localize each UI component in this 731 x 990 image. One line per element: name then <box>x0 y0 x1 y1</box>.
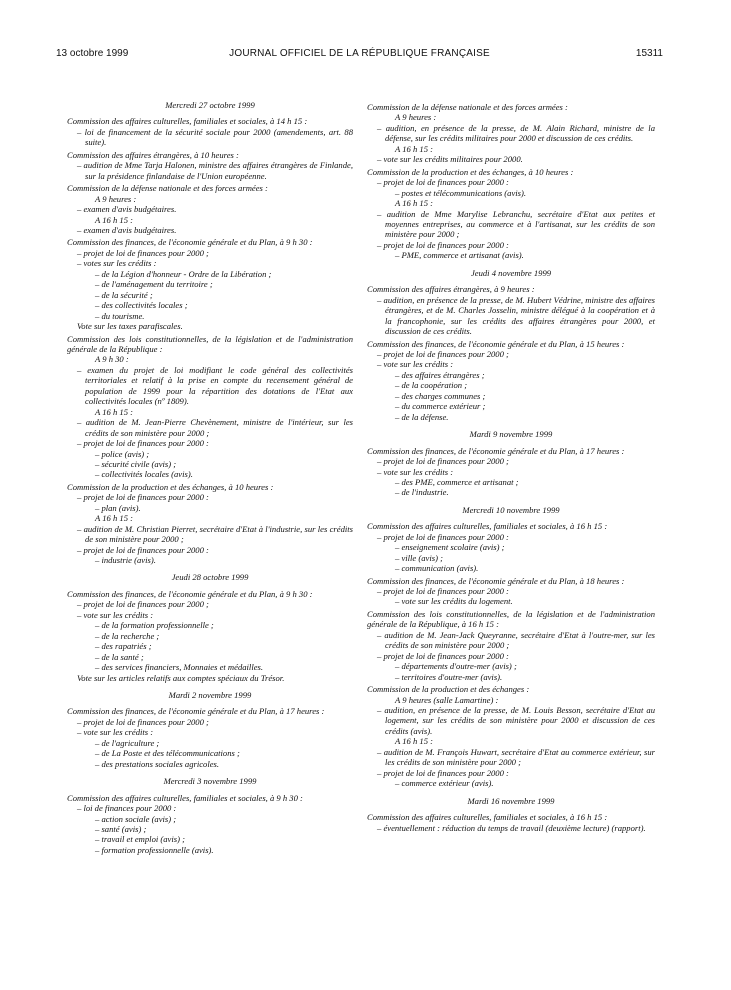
header-date: 13 octobre 1999 <box>56 48 129 59</box>
note-line: Vote sur les articles relatifs aux comptes spéciaux du Trésor. <box>77 672 285 683</box>
agenda-item: – projet de loi de finances pour 2000 : <box>77 544 209 555</box>
agenda-item: – vote sur les crédits militaires pour 2000. <box>377 154 523 165</box>
committee-heading: Commission des affaires culturelles, familiales et sociales, à 16 h 15 : <box>367 521 608 532</box>
committee-heading: Commission de la défense nationale et des forces armées : <box>367 102 568 112</box>
agenda-subitem: – de la sécurité ; <box>95 289 153 300</box>
time-label: A 16 h 15 : <box>395 198 434 209</box>
agenda-item: – audition de Mme Tarja Halonen, ministre des affaires étrangères de Finlande, sur la présidence finlandaise de l'Union européenne. <box>77 160 353 181</box>
agenda-item: – projet de loi de finances pour 2000 : <box>377 177 509 188</box>
left-column <box>67 100 353 855</box>
agenda-item: – éventuellement : réduction du temps de travail (deuxième lecture) (rapport). <box>377 822 646 833</box>
agenda-item: – projet de loi de finances pour 2000 : <box>377 650 509 661</box>
agenda-subitem: – du commerce extérieur ; <box>395 401 486 412</box>
agenda-subitem: – de la Légion d'honneur - Ordre de la Libération ; <box>95 268 272 279</box>
agenda-subitem: – de la santé ; <box>95 651 144 662</box>
spacer <box>367 498 655 505</box>
agenda-item: – projet de loi de finances pour 2000 : <box>77 492 209 503</box>
section-date: Jeudi 4 novembre 1999 <box>470 267 552 278</box>
time-label: A 9 h 30 : <box>95 354 129 365</box>
agenda-item: – audition, en présence de la presse, de M. Alain Richard, ministre de la défense, sur les crédits militaires pour 2000 et discussion de ces crédits. <box>377 122 655 144</box>
agenda-subitem: – des rapatriés ; <box>95 641 152 652</box>
agenda-subitem: – industrie (avis). <box>95 555 156 566</box>
agenda-subitem: – de la défense. <box>395 411 449 422</box>
agenda-subitem: – santé (avis) ; <box>95 824 147 834</box>
agenda-item: – audition de M. François Huwart, secrétaire d'Etat au commerce extérieur, sur les crédits de son ministère pour 2000 ; <box>377 746 655 768</box>
time-label: A 9 heures : <box>95 193 137 204</box>
agenda-item: – examen du projet de loi modifiant le code général des collectivités territoriales et relatif à la prise en compte du recensement général de population de 1999 pour la répartition des dotations de l'Etat aux collectivités locales (nº 1809). <box>77 364 353 407</box>
committee-heading: Commission des affaires culturelles, familiales et sociales, à 16 h 15 : <box>367 812 608 823</box>
section-date: Mercredi 10 novembre 1999 <box>462 504 560 515</box>
agenda-item: – audition de M. Christian Pierret, secrétaire d'Etat à l'industrie, sur les crédits de son ministère pour 2000 ; <box>77 523 353 545</box>
section-date: Mercredi 27 octobre 1999 <box>165 100 255 110</box>
committee-heading: Commission des finances, de l'économie générale et du Plan, à 17 heures : <box>67 706 325 717</box>
agenda-subitem: – du tourisme. <box>95 310 145 321</box>
journal-title: JOURNAL OFFICIEL DE LA RÉPUBLIQUE FRANÇAISE <box>229 48 490 59</box>
agenda-item: – audition de Mme Marylise Lebranchu, secrétaire d'Etat aux petites et moyennes entreprises, au commerce et à l'artisanat, sur les crédits de son ministère pour 2000 ; <box>377 208 655 240</box>
committee-heading: Commission de la production et des échanges, à 10 heures : <box>367 166 574 177</box>
committee-heading: Commission des finances, de l'économie générale et du Plan, à 15 heures : <box>367 338 625 349</box>
spacer <box>367 789 655 796</box>
page-number: 15311 <box>635 48 663 59</box>
committee-heading: Commission des finances, de l'économie générale et du Plan, à 17 heures : <box>367 445 625 456</box>
committee-heading: Commission des finances, de l'économie générale et du Plan, à 18 heures : <box>367 575 625 586</box>
agenda-item: – votes sur les crédits : <box>77 258 157 269</box>
committee-heading: Commission de la production et des échanges : <box>367 684 530 695</box>
agenda-item: – projet de loi de finances pour 2000 ; <box>377 456 509 467</box>
spacer <box>67 565 353 572</box>
committee-heading: Commission des affaires culturelles, familiales et sociales, à 9 h 30 : <box>67 792 303 803</box>
section-date: Mercredi 3 novembre 1999 <box>163 776 257 787</box>
agenda-subitem: – des PME, commerce et artisanat ; <box>395 476 519 487</box>
committee-heading: Commission des lois constitutionnelles, de la législation et de l'administration générale de la République, à 16 h 15 : <box>367 608 655 630</box>
time-label: A 9 heures (salle Lamartine) : <box>395 694 499 705</box>
agenda-subitem: – ville (avis) ; <box>395 552 443 563</box>
agenda-subitem: – de l'agriculture ; <box>95 737 160 748</box>
agenda-item: – projet de loi de finances pour 2000 ; <box>77 716 209 727</box>
agenda-subitem: – PME, commerce et artisanat (avis). <box>395 250 524 261</box>
agenda-item: – vote sur les crédits : <box>77 609 154 620</box>
time-label: A 16 h 15 : <box>95 406 134 417</box>
committee-heading: Commission des affaires culturelles, familiales et sociales, à 14 h 15 : <box>67 116 308 127</box>
agenda-item: – audition de M. Jean-Pierre Chevènement, ministre de l'intérieur, sur les crédits de son ministère pour 2000 ; <box>77 417 353 438</box>
agenda-item: – vote sur les crédits : <box>377 359 454 370</box>
agenda-subitem: – police (avis) ; <box>95 448 150 459</box>
section-date: Mardi 9 novembre 1999 <box>469 429 553 440</box>
agenda-item: – loi de financement de la sécurité sociale pour 2000 (amendements, art. 88 suite). <box>77 126 353 148</box>
committee-heading: Commission de la défense nationale et des forces armées : <box>67 183 268 194</box>
note-line: Vote sur les taxes parafiscales. <box>77 321 183 332</box>
agenda-subitem: – des collectivités locales ; <box>95 300 188 311</box>
time-label: A 16 h 15 : <box>95 214 134 225</box>
agenda-item: – projet de loi de finances pour 2000 ; <box>77 599 209 610</box>
time-label: A 9 heures : <box>395 112 437 123</box>
agenda-subitem: – postes et télécommunications (avis). <box>395 187 527 198</box>
agenda-item: – audition, en présence de la presse, de M. Hubert Védrine, ministre des affaires étrangères, et de M. Charles Josselin, ministre délégué à la coopération et à la francophonie, sur les crédits des affaires étrangères pour 2000, et discussion de ces crédits. <box>377 294 655 337</box>
agenda-item: – projet de loi de finances pour 2000 : <box>77 438 209 449</box>
agenda-subitem: – action sociale (avis) ; <box>95 813 177 824</box>
right-column <box>367 100 655 833</box>
agenda-subitem: – travail et emploi (avis) ; <box>95 834 185 845</box>
committee-heading: Commission des finances, de l'économie générale et du Plan, à 9 h 30 : <box>67 588 313 599</box>
spacer <box>367 422 655 429</box>
committee-heading: Commission des affaires étrangères, à 9 heures : <box>367 284 535 295</box>
agenda-subitem: – plan (avis). <box>95 502 141 513</box>
agenda-item: – projet de loi de finances pour 2000 : <box>377 586 509 597</box>
agenda-item: – examen d'avis budgétaires. <box>77 204 177 215</box>
agenda-subitem: – sécurité civile (avis) ; <box>95 458 177 469</box>
committee-heading: Commission des finances, de l'économie générale et du Plan, à 9 h 30 : <box>67 237 313 248</box>
agenda-subitem: – de La Poste et des télécommunications ; <box>95 748 240 759</box>
agenda-subitem: – de la recherche ; <box>95 630 160 641</box>
agenda-item: – audition, en présence de la presse, de M. Louis Besson, secrétaire d'Etat au logement, sur les crédits de son ministère pour 2000 et discussion de ces crédits (avis). <box>377 705 655 736</box>
agenda-item: – examen d'avis budgétaires. <box>77 224 177 235</box>
time-label: A 16 h 15 : <box>395 736 434 747</box>
agenda-item: – projet de loi de finances pour 2000 : <box>377 531 509 542</box>
page-header <box>56 48 663 64</box>
section-date: Mardi 16 novembre 1999 <box>467 795 555 806</box>
agenda-item: – projet de loi de finances pour 2000 : <box>377 239 509 250</box>
agenda-subitem: – départements d'outre-mer (avis) ; <box>395 661 517 672</box>
agenda-subitem: – des prestations sociales agricoles. <box>95 758 220 769</box>
committee-heading: Commission de la production et des échanges, à 10 heures : <box>67 481 274 492</box>
agenda-subitem: – collectivités locales (avis). <box>95 469 193 480</box>
spacer <box>67 683 353 690</box>
committee-heading: Commission des affaires étrangères, à 10 heures : <box>67 149 239 160</box>
spacer <box>67 769 353 776</box>
agenda-item: – vote sur les crédits : <box>377 466 454 477</box>
committee-heading: Commission des lois constitutionnelles, de la législation et de l'administration générale de la République : <box>67 333 353 354</box>
agenda-subitem: – formation professionnelle (avis). <box>95 844 214 855</box>
agenda-subitem: – territoires d'outre-mer (avis). <box>395 671 503 682</box>
agenda-subitem: – enseignement scolaire (avis) ; <box>395 542 505 553</box>
agenda-item: – projet de loi de finances pour 2000 ; <box>377 348 509 359</box>
agenda-subitem: – vote sur les crédits du logement. <box>395 596 513 607</box>
agenda-item: – projet de loi de finances pour 2000 : <box>377 767 509 778</box>
agenda-item: – vote sur les crédits : <box>77 727 154 738</box>
section-date: Jeudi 28 octobre 1999 <box>171 572 249 583</box>
agenda-subitem: – communication (avis). <box>395 563 479 574</box>
agenda-subitem: – des charges communes ; <box>395 390 486 401</box>
agenda-subitem: – de la formation professionnelle ; <box>95 620 214 631</box>
agenda-subitem: – des affaires étrangères ; <box>395 369 485 380</box>
agenda-subitem: – de l'industrie. <box>395 487 449 498</box>
section-date: Mardi 2 novembre 1999 <box>168 690 252 701</box>
agenda-item: – projet de loi de finances pour 2000 ; <box>77 247 209 258</box>
time-label: A 16 h 15 : <box>395 143 434 154</box>
agenda-subitem: – de la coopération ; <box>395 380 468 391</box>
spacer <box>367 261 655 268</box>
agenda-subitem: – commerce extérieur (avis). <box>395 778 494 789</box>
agenda-subitem: – des services financiers, Monnaies et médailles. <box>95 662 264 673</box>
agenda-item: – loi de finances pour 2000 : <box>77 803 177 814</box>
agenda-item: – audition de M. Jean-Jack Queyranne, secrétaire d'Etat à l'outre-mer, sur les crédits de son ministère pour 2000 ; <box>377 629 655 651</box>
agenda-subitem: – de l'aménagement du territoire ; <box>95 279 213 290</box>
time-label: A 16 h 15 : <box>95 513 134 524</box>
